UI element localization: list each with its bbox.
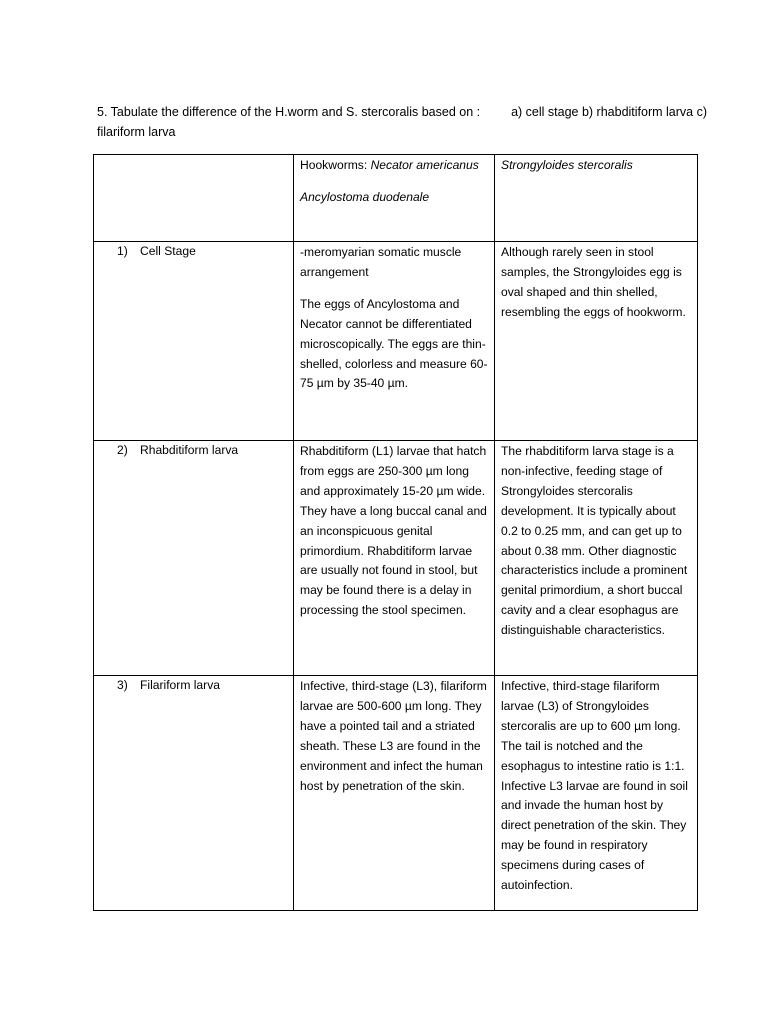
hookworms-species-1: Necator americanus bbox=[370, 158, 479, 172]
row-number: 1) bbox=[117, 244, 128, 258]
comparison-table bbox=[93, 154, 698, 911]
hookworm-cell-text-2: The eggs of Ancylostoma and Necator cannot be differentiated microscopically. The eggs are thin-shelled, colorless and measure 60-75 µm by 35-40 µm. bbox=[300, 296, 488, 391]
question-line-1-tail: a) cell stage b) rhabditiform larva c) bbox=[511, 105, 707, 119]
table-row bbox=[94, 242, 698, 441]
row-label: Cell Stage bbox=[140, 244, 196, 258]
hookworm-cell bbox=[294, 242, 495, 441]
strongyloides-cell-text: The rhabditiform larva stage is a non-infective, feeding stage of Strongyloides stercoralis development. It is typically about 0.2 to 0.25 mm, and can get up to about 0.38 mm. Other diagnostic characteristics include a prominent genital primordium, a short buccal cavity and a clear esophagus are distinguishable characteristics. bbox=[501, 444, 688, 638]
row-label-cell bbox=[94, 441, 294, 676]
hookworms-label: Hookworms: bbox=[300, 158, 368, 172]
header-empty-cell bbox=[94, 155, 294, 242]
table-header-row bbox=[94, 155, 698, 242]
strongyloides-cell-text: Although rarely seen in stool samples, the Strongyloides egg is oval shaped and thin shelled, resembling the eggs of hookworm. bbox=[501, 245, 686, 319]
row-label-cell bbox=[94, 242, 294, 441]
header-strongyloides-cell bbox=[495, 155, 698, 242]
hookworm-cell bbox=[294, 676, 495, 911]
strongyloides-heading: Strongyloides stercoralis bbox=[501, 158, 633, 172]
strongyloides-cell bbox=[495, 676, 698, 911]
row-label: Rhabditiform larva bbox=[140, 443, 239, 457]
question-text bbox=[97, 102, 707, 142]
row-number: 2) bbox=[117, 443, 128, 457]
hookworm-cell-text: Rhabditiform (L1) larvae that hatch from eggs are 250-300 µm long and approximately 15-20 µm wide. They have a long buccal canal and an inconspicuous genital primordium. Rhabditiform larvae are usually not found in stool, but may be found there is a delay in processing the stool specimen. bbox=[300, 444, 487, 618]
row-label: Filariform larva bbox=[140, 678, 220, 692]
header-hookworms-cell bbox=[294, 155, 495, 242]
hookworm-cell-text-1: -meromyarian somatic muscle arrangement bbox=[300, 245, 462, 279]
table-row bbox=[94, 441, 698, 676]
question-line-1 bbox=[97, 102, 707, 122]
strongyloides-cell bbox=[495, 441, 698, 676]
table-row bbox=[94, 676, 698, 911]
hookworm-cell bbox=[294, 441, 495, 676]
hookworms-species-2: Ancylostoma duodenale bbox=[300, 189, 430, 204]
hookworm-cell-text: Infective, third-stage (L3), filariform larvae are 500-600 µm long. They have a pointed tail and a striated sheath. These L3 are found in the environment and infect the human host by penetration of the skin. bbox=[300, 679, 487, 793]
row-label-cell bbox=[94, 676, 294, 911]
row-number: 3) bbox=[117, 678, 128, 692]
strongyloides-cell bbox=[495, 242, 698, 441]
hookworms-heading bbox=[300, 156, 488, 176]
question-line-1-main: 5. Tabulate the difference of the H.worm and S. stercoralis based on : bbox=[97, 105, 481, 119]
strongyloides-cell-text: Infective, third-stage filariform larvae (L3) of Strongyloides stercoralis are up to 600 µm long. The tail is notched and the esophagus to intestine ratio is 1:1. Infective L3 larvae are found in soil and invade the human host by direct penetration of the skin. They may be found in respiratory specimens during cases of autoinfection. bbox=[501, 679, 688, 893]
question-line-2: filariform larva bbox=[97, 125, 176, 139]
